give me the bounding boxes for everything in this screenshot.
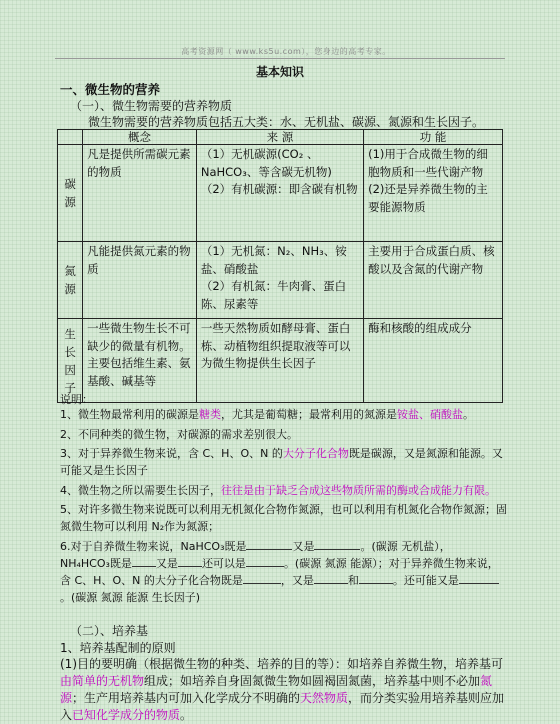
fill-blank[interactable] — [246, 555, 284, 567]
note-5: 5、对许多微生物来说既可以利用无机氮化合物作氮源，也可以利用有机氮化合物作氮源；固氮微生物可以利用 N₂作为氮源； — [60, 503, 507, 533]
document-title: 基本知识 — [255, 65, 304, 79]
medium-principle-heading: 1、培养基配制的原则 — [60, 641, 176, 655]
fill-blank[interactable] — [314, 538, 360, 550]
cell-function: 酶和核酸的组成成分 — [364, 319, 503, 403]
note-1: 1、微生物最常利用的碳源是糖类，尤其是葡萄糖；最常利用的氮源是铵盐、硝酸盐。 — [60, 408, 474, 421]
cell-concept: 凡是提供所需碳元素的物质 — [83, 145, 197, 242]
table-row-carbon-source — [58, 145, 503, 242]
fill-blank[interactable] — [359, 572, 393, 584]
nutrient-table — [57, 129, 503, 403]
fill-blank[interactable] — [459, 572, 499, 584]
table-header-source: 来 源 — [196, 130, 363, 145]
row-label-growth-factor: 生 长 因 子 — [58, 319, 83, 403]
cell-source: 一些天然物质如酵母膏、蛋白栋、动植物组织提取液等可以为微生物提供生长因子 — [196, 319, 363, 403]
notes-label: 说明： — [60, 393, 93, 406]
cell-source: （1）无机碳源(CO₂ 、NaHCO₃、等含碳无机物) （2）有机碳源：即含碳有机物 — [196, 145, 363, 242]
table-row-growth-factor — [58, 319, 503, 403]
fill-blank[interactable] — [243, 572, 281, 584]
note-6: 6.对于自养微生物来说，NaHCO₃既是 又是 。(碳源 无机盐）， NH₄HCO₃既是 又是 还可以是 。(碳源 氮源 能源）；对于异养微生物来说，含 C、H、O、N 的大分子化合物既是 ，又是 和 。还可能又是。(碳源 氮源 能源 生长因子) — [60, 539, 499, 604]
subsection-heading-nutrients: （一）、微生物需要的营养物质 — [70, 99, 233, 113]
cell-function: 主要用于合成蛋白质、核酸以及含氮的代谢产物 — [364, 242, 503, 319]
table-header-function: 功 能 — [364, 130, 503, 145]
intro-paragraph: 微生物需要的营养物质包括五大类：水、无机盐、碳源、氮源和生长因子。 — [88, 115, 485, 129]
table-header-row — [58, 130, 503, 145]
table-row-nitrogen-source — [58, 242, 503, 319]
table-header-corner — [58, 130, 83, 145]
cell-function: (1)用于合成微生物的细胞物质和一些代谢产物 (2)还是异养微生物的主要能源物质 — [364, 145, 503, 242]
note-2: 2、不同种类的微生物，对碳源的需求差别很大。 — [60, 427, 298, 441]
subsection-heading-medium: （二）、培养基 — [70, 624, 149, 638]
row-label-carbon-source: 碳 源 — [58, 145, 83, 242]
fill-blank[interactable] — [314, 572, 348, 584]
header-rule — [55, 58, 505, 59]
fill-blank[interactable] — [246, 538, 292, 550]
note-3: 3、对于异养微生物来说，含 C、H、O、N 的大分子化合物既是碳源，又是氮源和能源。又可能又是生长因子 — [60, 447, 503, 477]
medium-principle-paragraph: (1)目的要明确（根据微生物的种类、培养的目的等）：如培养自养微生物，培养基可由简单的无机物组成；如培养自身固氮微生物如圆褐固氮菌，培养基中则不必加氮源；生产用培养基内可加入化学成分不明确的天然物质，而分类实验用培养基则应加入已知化学成分的物质。 — [60, 657, 505, 722]
cell-concept: 一些微生物生长不可缺少的微量有机物。主要包括维生素、氨基酸、碱基等 — [83, 319, 197, 403]
note-4: 4、微生物之所以需要生长因子，往往是由于缺乏合成这些物质所需的酶或合成能力有限。 — [60, 483, 496, 497]
fill-blank[interactable] — [132, 555, 156, 567]
section-heading-nutrition: 一、微生物的营养 — [60, 82, 161, 97]
cell-concept: 凡能提供氮元素的物质 — [83, 242, 197, 319]
page-header-watermark: 高考资源网（ www.ks5u.com），您身边的高考专家。 — [181, 47, 391, 56]
fill-blank[interactable] — [178, 555, 202, 567]
cell-source: （1）无机氮：N₂、NH₃、铵盐、硝酸盐 （2）有机氮：牛肉膏、蛋白陈、尿素等 — [196, 242, 363, 319]
row-label-nitrogen-source: 氮 源 — [58, 242, 83, 319]
table-header-concept: 概念 — [83, 130, 197, 145]
notes-list — [60, 406, 508, 608]
